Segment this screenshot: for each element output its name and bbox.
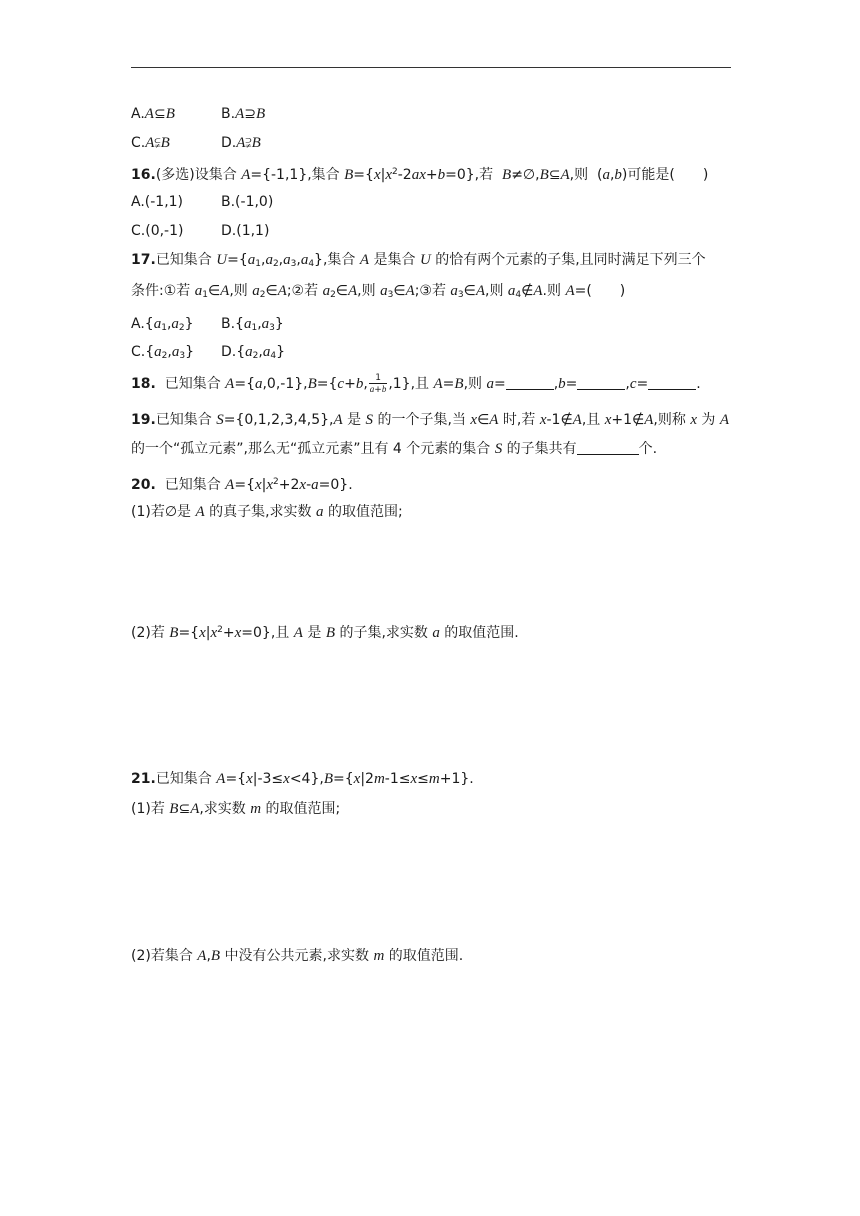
q16-option-b[interactable]: B.(-1,0) (221, 194, 274, 210)
q17-option-a[interactable]: $A.\{a_1,a_2\}$ (131, 316, 194, 333)
q21-number: 21. (131, 771, 156, 787)
q15-option-b[interactable]: B.A⊇B (221, 106, 266, 122)
answer-blank-count[interactable] (577, 440, 639, 455)
q17-option-c[interactable]: $C.\{a_2,a_3\}$ (131, 344, 194, 361)
q21-part2: (2)若集合 A,B 中没有公共元素,求实数 m 的取值范围. (131, 948, 464, 964)
q15-option-d[interactable]: D.A⫌B (221, 135, 261, 151)
q18-number: 18. (131, 376, 156, 392)
answer-blank-b[interactable] (577, 375, 625, 390)
q16-option-c[interactable]: C.(0,-1) (131, 223, 184, 239)
q17-stem-line2: 条件:①若 $a_1\in A$,则 $a_2\in A;②$若 $a_2\in A$,则 $a_3\in A;③$若 $a_3\in A$,则 $a_4\notin A$.则 A=( ) (131, 283, 626, 300)
q18-stem: 18. 已知集合 A={a,0,-1},B={c+b, $\frac{1}{a+b}$ ,1},且 A=B,则 a= ,b= ,c= . (131, 373, 701, 395)
answer-blank-a[interactable] (506, 375, 554, 390)
fraction-1-over-a-plus-b: $\frac{1}{a+b}$ (369, 373, 387, 395)
q16-stem: 16.(多选)设集合 A={-1,1},集合 $B=\{x|x^2-2ax+b=0\}$,若 B≠∅,B⊆A,则 (a,b)可能是( ) (131, 167, 709, 183)
q16-option-a[interactable]: A.(-1,1) (131, 194, 184, 210)
q19-number: 19. (131, 412, 156, 428)
q15-option-a[interactable]: A.A⊆B (131, 106, 175, 122)
q20-stem: 20. 已知集合 $A=\{x|x^2+2x-a=0\}$. (131, 477, 353, 493)
q20-part2: (2)若 $B=\{x|x^2+x=0\}$,且 A 是 B 的子集,求实数 a 的取值范围. (131, 625, 519, 641)
q21-stem: 21.已知集合 A={x|-3≤x<4},B={x|2m-1≤x≤m+1}. (131, 771, 474, 787)
q17-stem-line1: 17.已知集合 $U=\{a_1,a_2,a_3,a_4\}$,集合 A 是集合 U 的恰有两个元素的子集,且同时满足下列三个 (131, 252, 706, 269)
q17-number: 17. (131, 252, 156, 268)
q21-part1: (1)若 B⊆A,求实数 m 的取值范围; (131, 801, 341, 817)
q17-option-b[interactable]: $B.\{a_1,a_3\}$ (221, 316, 284, 333)
q16-number: 16. (131, 167, 156, 183)
q19-stem-line2: 的一个“孤立元素”,那么无“孤立元素”且有 4 个元素的集合 S 的子集共有 个. (131, 441, 658, 457)
q20-number: 20. (131, 477, 156, 493)
q15-option-c[interactable]: C.A⫋B (131, 135, 170, 151)
q17-option-d[interactable]: $D.\{a_2,a_4\}$ (221, 344, 285, 361)
q16-option-d[interactable]: D.(1,1) (221, 223, 270, 239)
header-rule (131, 67, 731, 68)
answer-blank-c[interactable] (648, 375, 696, 390)
q19-stem-line1: 19.已知集合 S={0,1,2,3,4,5},A 是 S 的一个子集,当 x∈A 时,若 x-1∉A,且 x+1∉A,则称 x 为 A (131, 412, 730, 428)
q20-part1: (1)若∅是 A 的真子集,求实数 a 的取值范围; (131, 504, 403, 520)
